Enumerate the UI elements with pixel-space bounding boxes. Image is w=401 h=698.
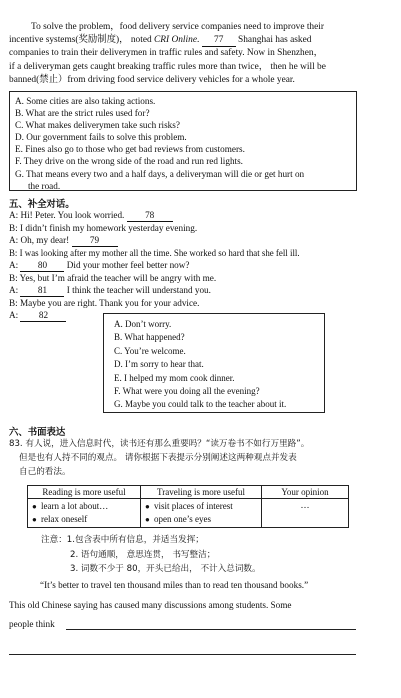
essay-start-2: people think <box>9 619 55 629</box>
blank-80[interactable]: 80 <box>20 260 64 272</box>
list-item <box>32 500 136 513</box>
dialogue-text: A: <box>9 285 21 296</box>
dialogue-line: B: I was looking after my mother all the time. She worked so hard that she fell ill. <box>9 248 300 259</box>
dialogue-text: I think the teacher will understand you. <box>64 285 211 296</box>
point-text: learn a lot about… <box>41 501 109 511</box>
essay-start: This old Chinese saying has caused many discussions among students. Some <box>9 600 292 610</box>
reading-points <box>28 499 141 528</box>
bullet-icon: ● <box>32 502 37 511</box>
traveling-points <box>141 499 262 528</box>
choice-c: C. You’re welcome. <box>114 345 186 356</box>
option-a: A. Some cities are also taking actions. <box>15 96 156 106</box>
dialogue-text: A: Oh, my dear! <box>9 235 72 246</box>
passage-options-box <box>9 91 357 191</box>
dialogue-line <box>9 234 300 247</box>
note-text: 1.包含表中所有信息，并适当发挥； <box>66 535 204 545</box>
header-reading: Reading is more useful <box>28 486 141 499</box>
dialogue-line <box>9 284 300 297</box>
blank-82[interactable]: 82 <box>20 310 66 322</box>
source-name: CRI Online <box>154 35 197 46</box>
table-row <box>28 499 349 528</box>
opinion-cell: … <box>262 499 349 528</box>
option-f: F. They drive on the wrong side of the road and run red lights. <box>15 156 243 167</box>
bullet-icon: ● <box>32 515 37 524</box>
option-g: G. That means every two and a half days, a deliveryman will die or get hurt on <box>15 168 305 179</box>
blank-79[interactable]: 79 <box>72 235 118 247</box>
list-item <box>32 513 136 526</box>
dialogue-line <box>9 209 300 222</box>
point-text: visit places of interest <box>154 501 233 511</box>
dialogue-text: Did your mother feel better now? <box>64 260 190 271</box>
prompt-line: 自己的看法。 <box>19 467 71 477</box>
writing-prompt <box>9 437 393 479</box>
note-line: 2. 语句通顺， 意思连贯， 书写整洁； <box>70 549 216 560</box>
note-line: 3. 词数不少于 80，开头已给出， 不计入总词数。 <box>70 564 261 574</box>
bullet-icon: ● <box>145 515 150 524</box>
point-text: open one’s eyes <box>154 514 211 524</box>
dialogue-line: B: Yes, but I’m afraid the teacher will be angry with me. <box>9 273 217 284</box>
choice-f: F. What were you doing all the evening? <box>114 386 260 397</box>
dialogue-text: A: <box>9 260 21 271</box>
passage-text: Shanghai has asked <box>235 35 312 46</box>
prompt-line: 但是也有人持不同的观点。 请你根据下表提示分别阐述这两种观点并发表 <box>19 453 297 463</box>
point-text: relax oneself <box>41 514 88 524</box>
choice-e: E. I helped my mom cook dinner. <box>114 372 235 383</box>
answer-line-2[interactable] <box>9 654 356 655</box>
prompt-line: 83. 有人说，进入信息时代，读书还有那么重要吗？“读万卷书不如行万里路”。 <box>9 439 310 449</box>
passage-text: . <box>197 35 200 46</box>
passage-line-4: if a deliveryman gets caught breaking traffic rules more than twice， then he will be <box>9 61 326 72</box>
blank-81[interactable]: 81 <box>20 285 64 297</box>
answer-line-1[interactable] <box>66 629 356 630</box>
section-6-heading: 六、书面表达 <box>9 427 66 438</box>
opinion-table <box>27 485 349 528</box>
notes-label: 注意： <box>41 535 67 545</box>
notes <box>41 533 261 577</box>
table-header-row <box>28 486 349 499</box>
choice-b: B. What happened? <box>114 332 185 343</box>
option-c: C. What makes deliverymen take such risks? <box>15 120 180 131</box>
option-e: E. Fines also go to those who get bad reviews from customers. <box>15 144 245 155</box>
blank-77[interactable]: 77 <box>202 35 236 47</box>
section-5-heading: 五、补全对话。 <box>9 199 75 210</box>
list-item <box>145 513 257 526</box>
option-g-cont: the road. <box>28 180 61 191</box>
dialogue-line: B: Maybe you are right. Thank you for your advice. <box>9 298 200 309</box>
passage-line-3: companies to train their deliverymen in traffic rules and safety. Now in Shenzhen， <box>9 48 323 59</box>
option-b: B. What are the strict rules used for? <box>15 108 150 119</box>
dialogue-line: B: I didn’t finish my homework yesterday evening. <box>9 223 198 233</box>
dialogue-choices-box <box>103 313 325 413</box>
header-traveling: Traveling is more useful <box>141 486 262 499</box>
bullet-icon: ● <box>145 502 150 511</box>
passage-line-1: To solve the problem，food delivery service companies need to improve their <box>31 22 325 32</box>
passage-text: incentive systems(奖励制度)， noted <box>9 35 155 46</box>
choice-g: G. Maybe you could talk to the teacher about it. <box>114 399 287 410</box>
option-d: D. Our government fails to solve this problem. <box>15 132 187 143</box>
passage <box>9 21 393 87</box>
dialogue-text: A: <box>9 310 21 321</box>
blank-78[interactable]: 78 <box>127 210 173 222</box>
choice-a: A. Don’t worry. <box>114 319 172 329</box>
note-line <box>41 533 261 548</box>
list-item <box>145 500 257 513</box>
dialogue <box>9 209 300 322</box>
quote: “It’s better to travel ten thousand miles than to read ten thousand books.” <box>40 580 309 590</box>
choice-d: D. I’m sorry to hear that. <box>114 359 204 370</box>
passage-line-2 <box>9 34 393 47</box>
header-opinion: Your opinion <box>262 486 349 499</box>
dialogue-line <box>9 259 300 272</box>
dialogue-text: A: Hi! Peter. You look worried. <box>9 210 127 220</box>
passage-line-5: banned(禁止）from driving food service delivery vehicles for a whole year. <box>9 74 295 85</box>
